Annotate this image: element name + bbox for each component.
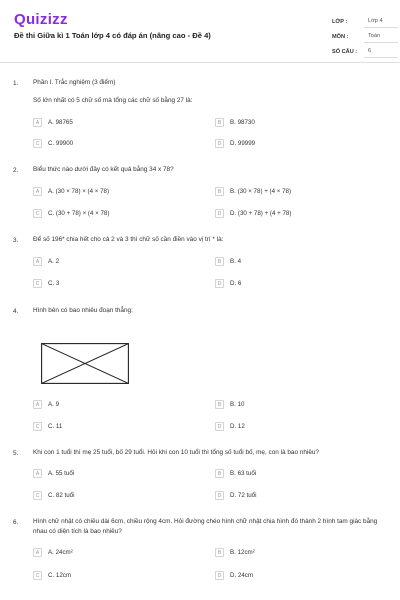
option-b[interactable] <box>215 468 256 479</box>
option-b[interactable] <box>215 256 241 267</box>
meta-label: MÔN : <box>332 33 349 40</box>
option-c[interactable] <box>33 278 59 289</box>
option-text: D. 99999 <box>230 140 256 147</box>
option-text: C. (30 + 78) × (4 × 78) <box>48 210 110 217</box>
question-number: 3. <box>13 237 19 244</box>
option-text: D. 24cm <box>230 572 254 579</box>
option-text: B. (30 × 78) + (4 × 78) <box>230 188 292 195</box>
option-text: B. 63 tuổi <box>230 470 257 477</box>
option-c[interactable] <box>33 421 62 432</box>
meta-label: LỚP : <box>332 18 348 25</box>
option-d[interactable] <box>215 138 255 149</box>
meta-row-count <box>332 44 398 59</box>
option-a[interactable] <box>33 468 74 479</box>
option-letter-box: D <box>215 491 224 500</box>
meta-row-subject <box>332 29 398 44</box>
option-letter-box: D <box>215 209 224 218</box>
option-letter-box: B <box>215 257 224 266</box>
option-c[interactable] <box>33 570 71 581</box>
option-a[interactable] <box>33 547 73 558</box>
option-letter-box: D <box>215 571 224 580</box>
option-text: B. 4 <box>230 258 242 265</box>
option-b[interactable] <box>215 186 291 197</box>
option-letter-box: D <box>215 139 224 148</box>
question-text: Khi con 1 tuổi thì mẹ 25 tuổi, bố 29 tuổi. Hỏi khi con 10 tuổi thì tổng số tuổi bố, mẹ, con là bao nhiêu? <box>33 449 319 456</box>
option-d[interactable] <box>215 278 241 289</box>
option-d[interactable] <box>215 570 253 581</box>
option-letter-box: D <box>215 279 224 288</box>
option-a[interactable] <box>33 399 59 410</box>
meta-value: 6 <box>364 46 398 58</box>
option-letter-box: C <box>33 279 42 288</box>
option-b[interactable] <box>215 399 244 410</box>
option-text: D. 6 <box>230 280 242 287</box>
option-b[interactable] <box>215 547 255 558</box>
worksheet-meta <box>332 14 398 59</box>
option-letter-box: A <box>33 548 42 557</box>
question-text: Để số 196* chia hết cho cả 2 và 3 thì chữ số cần điền vào vị trí * là: <box>33 236 224 243</box>
option-d[interactable] <box>215 421 245 432</box>
option-text: A. 2 <box>48 258 60 265</box>
option-letter-box: C <box>33 491 42 500</box>
option-text: C. 82 tuổi <box>48 492 75 499</box>
option-letter-box: A <box>33 400 42 409</box>
option-letter-box: B <box>215 400 224 409</box>
option-text: C. 3 <box>48 280 60 287</box>
option-c[interactable] <box>33 138 73 149</box>
meta-label: SỐ CÂU : <box>332 48 358 55</box>
worksheet-title: Đề thi Giữa kì 1 Toán lớp 4 có đáp án (nâng cao - Đề 4) <box>14 31 211 40</box>
quizizz-logo: Quizizz <box>14 11 68 28</box>
option-text: B. 10 <box>230 401 245 408</box>
option-text: A. 98765 <box>48 119 73 126</box>
rectangle-diagonals-figure <box>41 343 129 384</box>
option-a[interactable] <box>33 117 73 128</box>
question-text: Biểu thức nào dưới đây có kết quả bằng 34 x 78? <box>33 166 174 173</box>
option-c[interactable] <box>33 490 74 501</box>
meta-row-class <box>332 14 398 29</box>
option-letter-box: B <box>215 548 224 557</box>
option-d[interactable] <box>215 208 291 219</box>
meta-value: Lớp 4 <box>364 16 398 28</box>
option-letter-box: B <box>215 187 224 196</box>
meta-value: Toán <box>364 31 398 43</box>
question-text: Số lớn nhất có 5 chữ số mà tổng các chữ số bằng 27 là: <box>33 97 193 104</box>
option-text: D. 72 tuổi <box>230 492 257 499</box>
option-text: A. 24cm² <box>48 549 73 556</box>
option-d[interactable] <box>215 490 256 501</box>
option-letter-box: C <box>33 422 42 431</box>
option-text: B. 12cm² <box>230 549 255 556</box>
option-text: D. (30 + 78) + (4 + 78) <box>230 210 292 217</box>
question-number: 4. <box>13 308 19 315</box>
option-b[interactable] <box>215 117 255 128</box>
option-text: A. 9 <box>48 401 60 408</box>
option-text: D. 12 <box>230 423 245 430</box>
option-letter-box: D <box>215 422 224 431</box>
question-number: 1. <box>13 80 19 87</box>
question-text: Hình bên có bao nhiêu đoạn thẳng: <box>33 307 133 314</box>
option-c[interactable] <box>33 208 109 219</box>
option-letter-box: B <box>215 469 224 478</box>
worksheet-header <box>0 0 400 63</box>
option-letter-box: C <box>33 139 42 148</box>
question-number: 5. <box>13 450 19 457</box>
option-letter-box: C <box>33 209 42 218</box>
option-text: C. 11 <box>48 423 63 430</box>
question-section: Phần I. Trắc nghiệm (3 điểm) <box>33 79 116 86</box>
option-letter-box: A <box>33 257 42 266</box>
option-a[interactable] <box>33 256 59 267</box>
option-letter-box: C <box>33 571 42 580</box>
option-letter-box: B <box>215 118 224 127</box>
question-number: 6. <box>13 519 19 526</box>
option-letter-box: A <box>33 118 42 127</box>
option-text: A. (30 × 78) × (4 × 78) <box>48 188 110 195</box>
question-text: Hình chữ nhật có chiều dài 6cm, chiều rộng 4cm. Hỏi đường chéo hình chữ nhật chia hình đó thành 2 hình tam giác bằng nhau có diện tích là bao nhiêu? <box>33 518 378 535</box>
option-text: C. 99900 <box>48 140 74 147</box>
option-letter-box: A <box>33 187 42 196</box>
option-text: B. 98730 <box>230 119 255 126</box>
option-letter-box: A <box>33 469 42 478</box>
question-number: 2. <box>13 167 19 174</box>
option-text: A. 55 tuổi <box>48 470 75 477</box>
option-text: C. 12cm <box>48 572 72 579</box>
option-a[interactable] <box>33 186 109 197</box>
